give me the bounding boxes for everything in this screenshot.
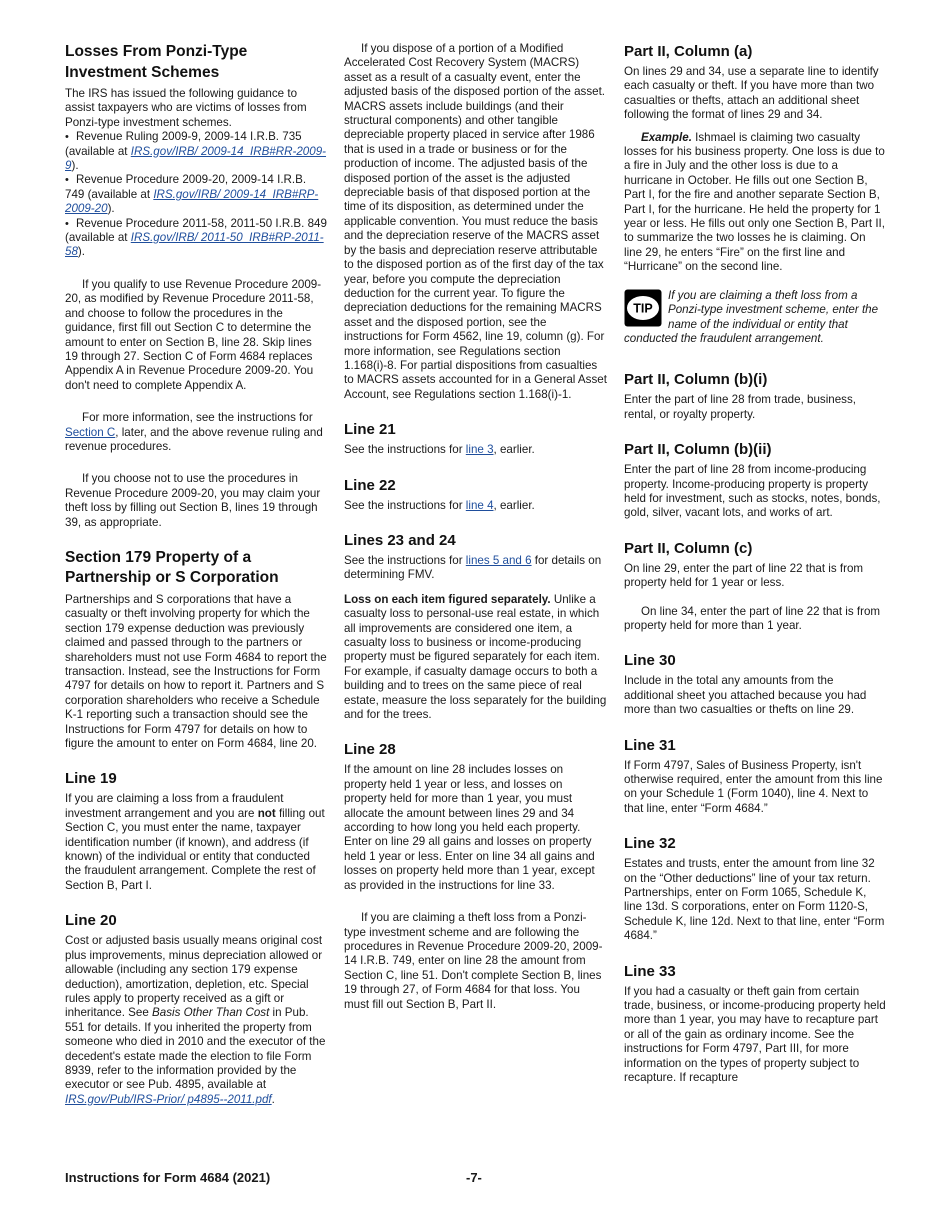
section-c-link[interactable]: Section C (65, 425, 116, 439)
theft-loss-paragraph: If you are claiming a theft loss from a Ponzi-type investment scheme and are following the procedures in Revenue Procedure 2009-20, 2009-14 I.R.B. 749, enter on line 28 the amount from Section C, line 51. Don't complete Section B, lines 19 through 27, of Form 4684 for that loss. You must fill out Section B, Part II. (344, 911, 603, 1011)
lines-23-24-paragraph: See the instructions for lines 5 and 6 for details on determining FMV. (344, 553, 602, 582)
pub-4895-link[interactable]: IRS.gov/Pub/IRS-Prior/ p4895--2011.pdf (65, 1092, 272, 1106)
tip-label: TIP (633, 301, 653, 316)
lines-5-6-link[interactable]: lines 5 and 6 (465, 553, 532, 567)
tip-icon (624, 289, 662, 327)
line-20-heading: Line 20 (65, 912, 117, 930)
line-19-heading: Line 19 (65, 770, 117, 788)
choose-not-paragraph: If you choose not to use the procedures in Revenue Procedure 2009-20, you may claim your theft loss by filling out Section B, lines 19 through 39, as appropriate. (65, 472, 321, 529)
column-c-paragraph-1: On line 29, enter the part of line 22 that is from property held for 1 year or less. (624, 561, 864, 590)
irb-2011-50-rp-link[interactable]: IRS.gov/IRB/ 2011-50_IRB#RP-2011-58 (65, 231, 324, 259)
part-ii-column-c-heading: Part II, Column (c) (624, 539, 753, 557)
part-ii-column-a-heading: Part II, Column (a) (624, 43, 753, 60)
line-30-heading: Line 30 (624, 652, 676, 670)
loss-separately-paragraph: Loss on each item figured separately. Unlike a casualty loss to personal-use real estate, in which all improvements are considered one item, a casualty loss to business or income-producing property must be figured separately for each item. For example, if casualty damage occurs to both a building and to trees on the same piece of real estate, measure the loss separately for the building and for the trees. (344, 592, 607, 722)
irb-2009-14-rp-link[interactable]: IRS.gov/IRB/ 2009-14_IRB#RP-2009-20 (65, 187, 319, 216)
tip-text: If you are claiming a theft loss from a Ponzi-type investment scheme, enter the name of the individual or entity that conducted the fraudulent arrangement. (624, 288, 879, 345)
footer-title: Instructions for Form 4684 (2021) (65, 1170, 271, 1185)
line-3-link[interactable]: line 3 (465, 443, 494, 457)
irb-2009-14-rr-link[interactable]: IRS.gov/IRB/ 2009-14_IRB#RR-2009-9 (65, 144, 327, 173)
column-1 (65, 42, 327, 1107)
ponzi-intro: The IRS has issued the following guidance to assist taxpayers who are victims of losses from Ponzi-type investment schemes. (65, 87, 307, 129)
line-4-link[interactable]: line 4 (465, 498, 494, 512)
example-paragraph: Example. Ishmael is claiming two casualty losses for his business property. One loss is due to a fire in July and the other loss is due to a hurricane in October. He fills out one Section B, Part I, for the fire and another separate Section B, Part I, for the hurricane. He held the property for 1 year or less. He fills out only one Section B, Part II, to summarize the two losses he is claiming. On line 29, he enters “Fire” on the first line and “Hurricane” on the second line. (624, 130, 885, 274)
tip-box (624, 289, 886, 347)
line-32-paragraph: Estates and trusts, enter the amount from line 32 on the “Other deductions” line of your tax return. Partnerships, enter on Form 1065, Schedule K, line 13d. S corporations, enter on Form 1120-S, Schedule K, line 12d. Next to that line, enter “Form 4684.” (624, 857, 885, 943)
line-22-paragraph: See the instructions for line 4, earlier. (344, 498, 535, 512)
line-22-heading: Line 22 (344, 476, 396, 494)
line-33-heading: Line 33 (624, 962, 676, 980)
line-32-heading: Line 32 (624, 835, 676, 853)
line-33-paragraph: If you had a casualty or theft gain from certain trade, business, or income-producing property held more than 1 year, you may have to recapture part or all of the gain as ordinary income. See the instructions for Form 4797, Part III, for more information on the types of property subject to recapture. If recapture (624, 984, 886, 1085)
column-a-paragraph: On lines 29 and 34, use a separate line to identify each casualty or theft. If you have more than two casualties or thefts, attach an additional sheet following the format of lines 29 and 34. (624, 65, 879, 122)
line-31-heading: Line 31 (624, 736, 676, 754)
part-ii-column-bii-heading: Part II, Column (b)(ii) (624, 441, 772, 459)
line-21-heading: Line 21 (344, 421, 396, 439)
line-19-paragraph: If you are claiming a loss from a fraudulent investment arrangement and you are not filling out Section C, you must enter the name, taxpayer identification number (if known), and address (if known) of the individual or entity that conducted the fraudulent arrangement. Complete the rest of Section B, Part I. (65, 792, 325, 892)
column-bi-paragraph: Enter the part of line 28 from trade, business, rental, or royalty property. (624, 393, 856, 421)
ponzi-heading: Losses From Ponzi-Type Investment Schemes (65, 43, 248, 81)
line-28-heading: Line 28 (344, 741, 396, 759)
part-ii-column-bi-heading: Part II, Column (b)(i) (624, 371, 768, 389)
section-179-paragraph: Partnerships and S corporations that have a casualty or theft involving property for which the section 179 expense deduction was previously claimed and passed through to the partners or shareholders must not use Form 4684 to report the transaction. Instead, see the Instructions for Form 4797 for details on how to report it. Partners and S corporation shareholders who receive a Schedule K-1 reporting such a transaction should see the Instructions for Form 4797 for details on how to figure the amount to enter on Form 4684, line 20. (65, 592, 327, 751)
macrs-paragraph: If you dispose of a portion of a Modified Accelerated Cost Recovery System (MACRS) asset as a result of a casualty event, enter the adjusted basis of the disposed portion of the asset. MACRS assets include buildings (and their structural components) and other tangible depreciable property placed in service after 1986 that is used in a trade or business or for the production of income. The adjusted basis of the disposed portion of the asset is the adjusted depreciable basis of that disposed portion at the time of its disposition, as determined under the applicable convention. You must reduce the basis and the depreciation reserve of the MACRS asset by the basis and depreciation reserve attributable to the disposed portion as of the first day of the tax year, before you compute the depreciation deduction for the current year. To figure the depreciation deductions for the remaining MACRS asset and the disposed portion, see the instructions for Form 4562, line 19, column (g). For more information, see Regulations section 1.168(i)-8. For partial dispositions from casualties to MACRS assets accounted for in a General Asset Account, see Regulations section 1.168(i)-1. (344, 42, 607, 401)
qualify-paragraph: If you qualify to use Revenue Procedure 2009-20, as modified by Revenue Procedure 2011-58, and choose to follow the procedures in the guidance, first fill out Section C to determine the amount to enter on Section B, line 28. Skip lines 19 through 27. Section C of Form 4684 replaces Appendix A in Revenue Procedure 2009-20. You don't need to complete Appendix A. (65, 277, 322, 392)
line-21-paragraph: See the instructions for line 3, earlier. (344, 443, 535, 457)
more-info-paragraph: For more information, see the instructions for Section C, later, and the above revenue ruling and revenue procedures. (65, 411, 323, 453)
line-31-paragraph: If Form 4797, Sales of Business Property, isn't otherwise required, enter the amount from this line on your Schedule 1 (Form 1040), line 4. Next to that line, enter “Form 4684.” (624, 758, 883, 815)
column-3 (624, 42, 886, 1086)
column-2 (344, 42, 608, 1012)
bullet-rev-ruling-2009-9: • Revenue Ruling 2009-9, 2009-14 I.R.B. 735 (available at IRS.gov/IRB/ 2009-14_IRB#RR-2009-9). (65, 130, 327, 173)
column-c-paragraph-2: On line 34, enter the part of line 22 that is from property held for more than 1 year. (624, 604, 881, 632)
column-bii-paragraph: Enter the part of line 28 from income-producing property. Income-producing property is property held for investment, such as stocks, notes, bonds, gold, silver, vacant lots, and works of art. (624, 463, 881, 520)
lines-23-24-heading: Lines 23 and 24 (344, 531, 456, 549)
bullet-rev-proc-2009-20: • Revenue Procedure 2009-20, 2009-14 I.R.B. 749 (available at IRS.gov/IRB/ 2009-14_IRB#RP-2009-20). (65, 173, 327, 216)
line-30-paragraph: Include in the total any amounts from the additional sheet you attached because you had more than two casualties or thefts on line 29. (624, 674, 867, 717)
section-179-heading: Section 179 Property of a Partnership or S Corporation (65, 548, 279, 587)
line-28-paragraph: If the amount on line 28 includes losses on property held 1 year or less, and losses on property held for more than 1 year, you must allocate the amount between lines 29 and 34 according to how long you held each property. Enter on line 29 all gains and losses on property held 1 year or less. Enter on line 34 all gains and losses on property held more than 1 year, except as provided in the instructions for line 33. (344, 763, 595, 892)
page-number: -7- (466, 1170, 482, 1185)
line-20-paragraph: Cost or adjusted basis usually means original cost plus improvements, minus depreciation allowed or allowable (including any section 179 expense deduction), amortization, depletion, etc. Special rules apply to property received as a gift or inheritance. See Basis Other Than Cost in Pub. 551 for details. If you inherited the property from someone who died in 2010 and the executor of the decedent's estate made the election to file Form 8939, refer to the information provided by the executor or see Pub. 4895, available at IRS.gov/Pub/IRS-Prior/ p4895--2011.pdf. (65, 934, 326, 1106)
bullet-rev-proc-2011-58: • Revenue Procedure 2011-58, 2011-50 I.R.B. 849 (available at IRS.gov/IRB/ 2011-50_IRB#RP-2011-58). (65, 217, 327, 260)
